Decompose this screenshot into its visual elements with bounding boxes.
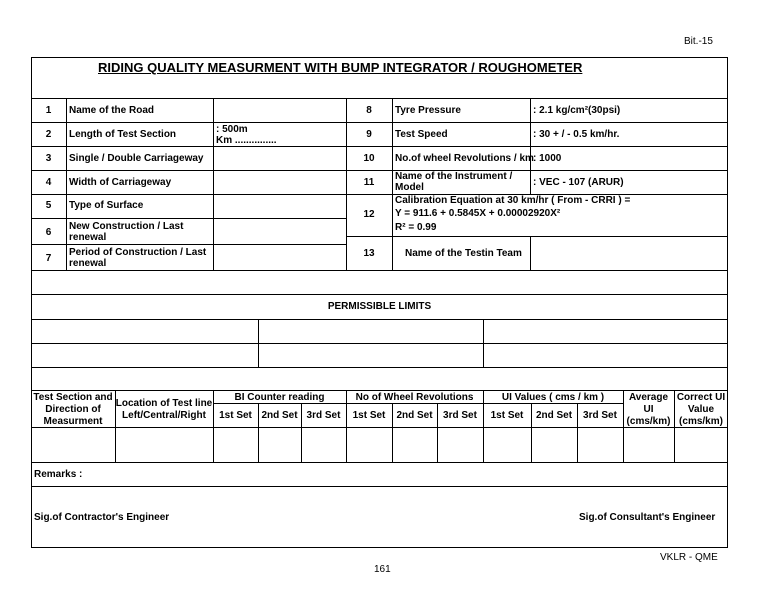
page-label: Bit.-15 bbox=[684, 36, 713, 47]
consultant-signature-label: Sig.of Consultant's Engineer bbox=[579, 512, 716, 523]
calibration-equation: Y = 911.6 + 0.5845X + 0.00002920X² bbox=[395, 208, 561, 219]
row-num: 5 bbox=[45, 200, 52, 211]
row-num: 11 bbox=[363, 177, 375, 188]
wheel-revolutions-header: No of Wheel Revolutions bbox=[355, 392, 474, 403]
testing-team-label: Name of the Testin Team bbox=[405, 248, 522, 259]
row-num: 12 bbox=[363, 209, 375, 220]
wheel-revolutions-label: No.of wheel Revolutions / km bbox=[395, 153, 534, 164]
average-ui-header: Average bbox=[628, 392, 669, 403]
instrument-value: : VEC - 107 (ARUR) bbox=[533, 177, 624, 188]
new-construction-label: New Construction / Last bbox=[69, 221, 184, 232]
bi-counter-header: BI Counter reading bbox=[234, 392, 325, 403]
contractor-signature-label: Sig.of Contractor's Engineer bbox=[34, 512, 170, 523]
row-num: 10 bbox=[363, 153, 375, 164]
average-ui-header-2: UI bbox=[643, 404, 654, 415]
instrument-label-2: Model bbox=[395, 182, 424, 193]
wheel-revolutions-value: : 1000 bbox=[533, 153, 562, 164]
test-line-header-2: Left/Central/Right bbox=[122, 410, 206, 421]
test-length-value: : 500m bbox=[216, 124, 248, 135]
page-number: 161 bbox=[374, 564, 391, 575]
new-construction-label-2: renewal bbox=[69, 232, 107, 243]
test-speed-value: : 30 + / - 0.5 km/hr. bbox=[533, 129, 620, 140]
correct-ui-header: Correct UI bbox=[676, 392, 726, 403]
set-header: 1st Set bbox=[490, 410, 524, 421]
test-section-header-2: Direction of bbox=[45, 404, 101, 415]
test-section-header: Test Section and bbox=[33, 392, 113, 403]
set-header: 1st Set bbox=[352, 410, 386, 421]
set-header: 3rd Set bbox=[306, 410, 341, 421]
footer-code: VKLR - QME bbox=[660, 552, 718, 563]
row-num: 2 bbox=[45, 129, 52, 140]
row-num: 9 bbox=[366, 129, 372, 140]
set-header: 2nd Set bbox=[396, 410, 433, 421]
calibration-r2: R² = 0.99 bbox=[395, 222, 437, 233]
row-num: 7 bbox=[45, 253, 52, 264]
test-section-header-3: Measurment bbox=[43, 416, 103, 427]
row-num: 3 bbox=[45, 153, 52, 164]
test-length-label: Length of Test Section bbox=[69, 129, 177, 140]
surface-type-label: Type of Surface bbox=[69, 200, 144, 211]
form-title: RIDING QUALITY MEASURMENT WITH BUMP INTEGRATOR / ROUGHOMETER bbox=[98, 60, 583, 75]
remarks-label: Remarks : bbox=[34, 469, 83, 480]
ui-values-header: UI Values ( cms / km ) bbox=[501, 392, 605, 403]
correct-ui-header-2: Value bbox=[687, 404, 715, 415]
period-construction-label-2: renewal bbox=[69, 258, 107, 269]
row-num: 1 bbox=[45, 105, 52, 116]
calibration-equation-heading: Calibration Equation at 30 km/hr ( From - CRRI ) = bbox=[395, 195, 631, 206]
set-header: 3rd Set bbox=[443, 410, 477, 421]
period-construction-label: Period of Construction / Last bbox=[69, 247, 207, 258]
road-name-label: Name of the Road bbox=[69, 105, 155, 116]
correct-ui-header-3: (cms/km) bbox=[679, 416, 723, 427]
test-line-header: Location of Test line bbox=[115, 398, 213, 409]
row-num: 4 bbox=[45, 177, 52, 188]
row-num: 8 bbox=[366, 105, 372, 116]
carriageway-label: Single / Double Carriageway bbox=[69, 153, 204, 164]
permissible-limits-heading: PERMISSIBLE LIMITS bbox=[327, 301, 432, 312]
row-num: 6 bbox=[45, 227, 52, 238]
tyre-pressure-label: Tyre Pressure bbox=[395, 105, 461, 116]
set-header: 2nd Set bbox=[535, 410, 573, 421]
set-header: 1st Set bbox=[219, 410, 252, 421]
average-ui-header-3: (cms/km) bbox=[626, 416, 671, 427]
test-length-km: Km ............... bbox=[216, 135, 277, 146]
instrument-label: Name of the Instrument / bbox=[395, 171, 513, 182]
tyre-pressure-value: : 2.1 kg/cm²(30psi) bbox=[533, 105, 621, 116]
carriageway-width-label: Width of Carriageway bbox=[69, 177, 172, 188]
row-num: 13 bbox=[363, 248, 375, 259]
set-header: 3rd Set bbox=[583, 410, 617, 421]
set-header: 2nd Set bbox=[261, 410, 298, 421]
test-speed-label: Test Speed bbox=[395, 129, 448, 140]
